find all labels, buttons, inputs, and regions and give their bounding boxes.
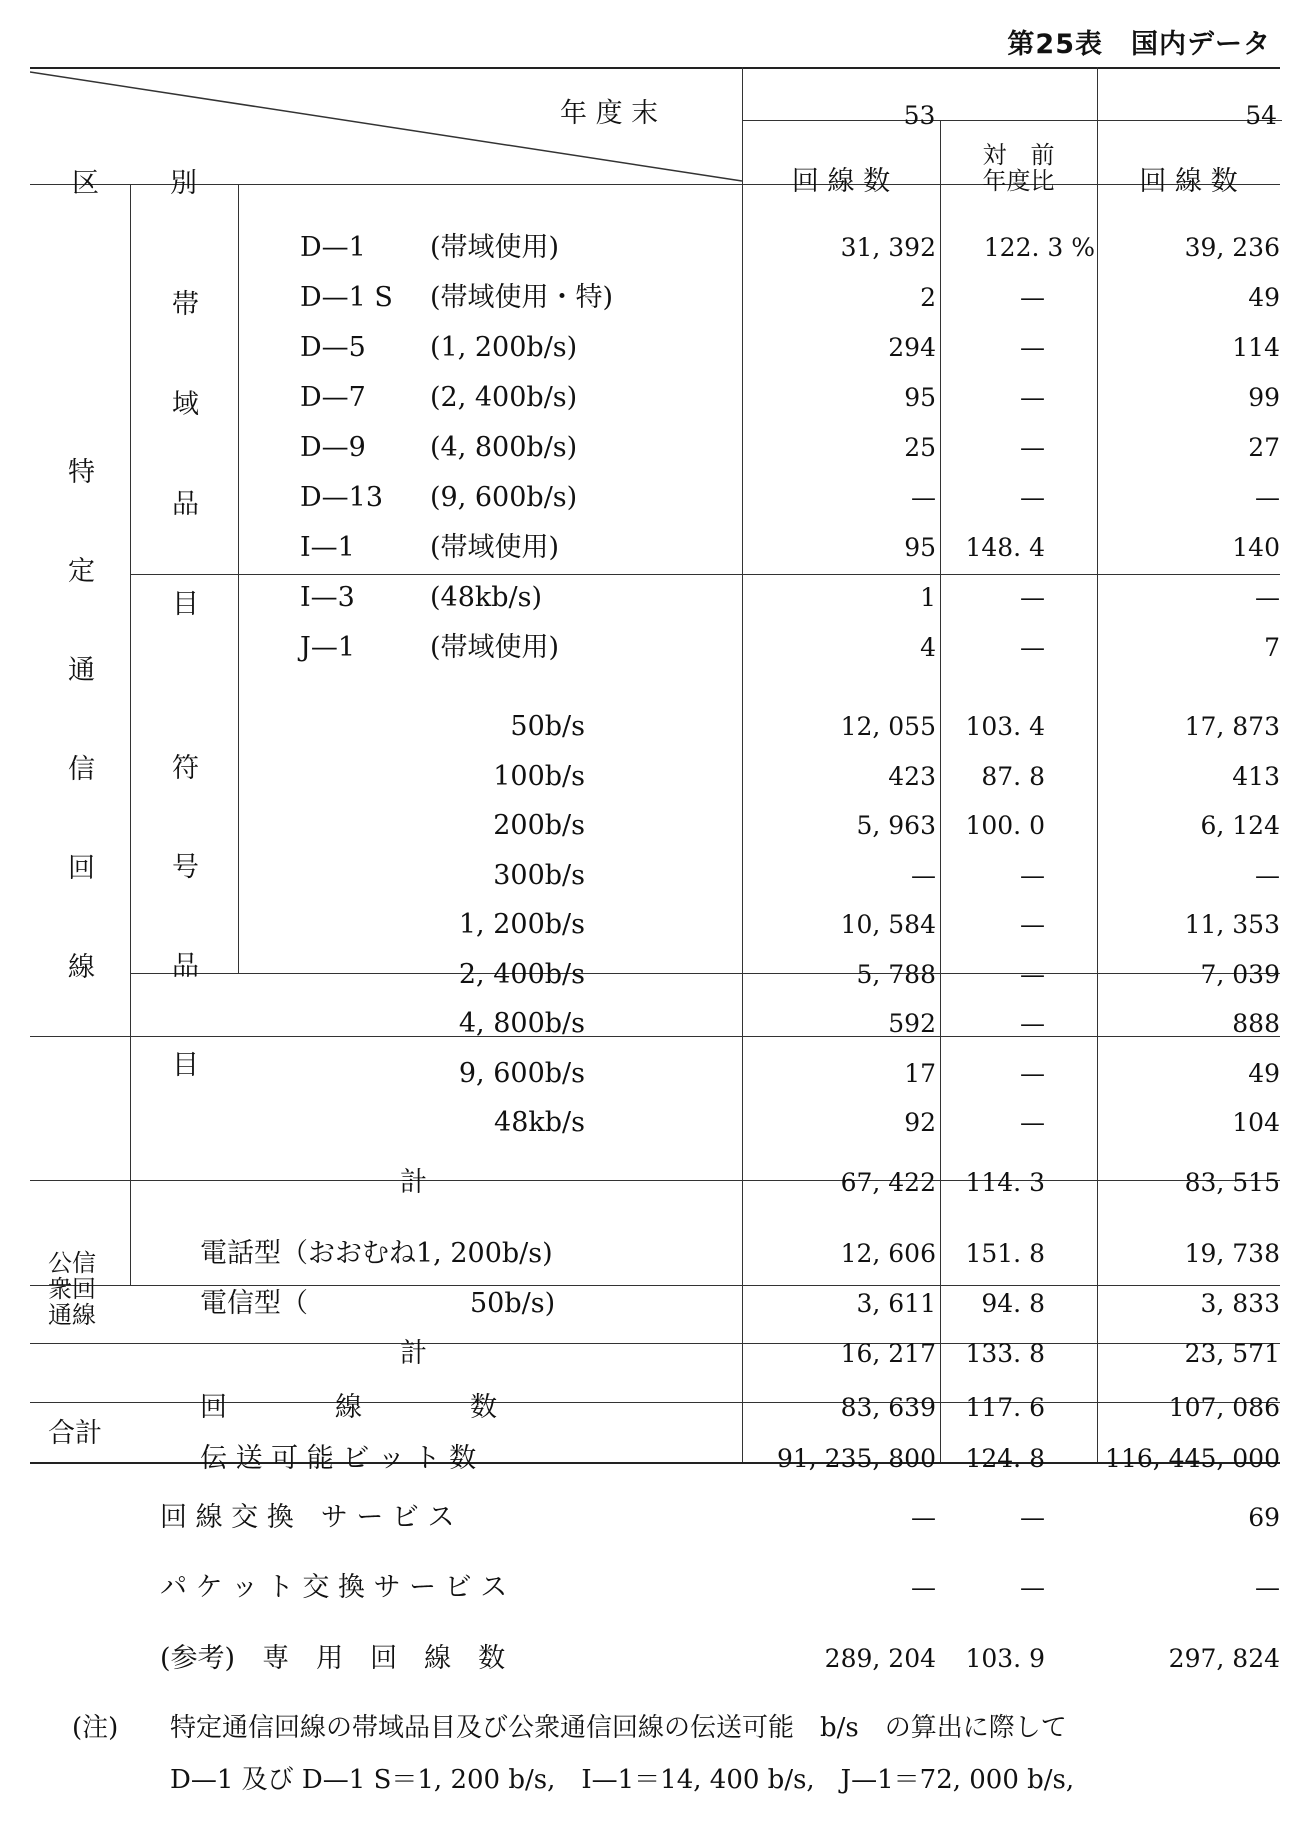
- band-row-53: 25: [904, 433, 936, 462]
- band-row-ratio: —: [1020, 333, 1045, 362]
- kosyu-label-1: 公信: [48, 1249, 96, 1277]
- band-row-54: 140: [1232, 533, 1280, 562]
- code-row-ratio: —: [1020, 1108, 1045, 1137]
- kosyu-row-ratio: 133. 8: [965, 1339, 1045, 1368]
- code-row-desc: 1, 200b/s: [458, 909, 585, 940]
- band-row-54: 114: [1232, 333, 1280, 362]
- code-row-desc: 9, 600b/s: [458, 1057, 585, 1089]
- code-row-53: 423: [888, 761, 936, 791]
- gokei-row-54: 107, 086: [1168, 1393, 1280, 1422]
- rule-col-kosyu: [130, 1036, 131, 1285]
- band-row-code: J—1: [300, 632, 356, 663]
- code-row-53: 5, 788: [856, 959, 936, 989]
- band-row-code: D—1 S: [300, 282, 393, 313]
- code-row-54: 7, 039: [1200, 959, 1280, 989]
- band-row-ratio: —: [1020, 483, 1045, 512]
- tokutei-total-ratio: 114. 3: [965, 1168, 1045, 1197]
- band-label-3: 品: [172, 489, 199, 520]
- code-row-54: 413: [1232, 761, 1280, 791]
- band-row-53: —: [911, 483, 936, 512]
- band-row-desc: (帯域使用): [430, 632, 560, 663]
- band-row-53: 4: [920, 633, 936, 662]
- band-row-54: —: [1255, 483, 1280, 512]
- band-row-desc: (帯域使用): [430, 532, 560, 563]
- band-row-desc: (帯域使用・特): [430, 282, 614, 313]
- band-row-53: 1: [920, 583, 936, 612]
- band-row-54: 7: [1264, 633, 1280, 662]
- header-year-54: 54: [1245, 101, 1277, 130]
- band-row-ratio: —: [1020, 633, 1045, 662]
- circuit-switch-54: 69: [1248, 1503, 1280, 1532]
- band-row-ratio: —: [1020, 583, 1045, 612]
- code-row-desc: 300b/s: [493, 859, 585, 891]
- table-title: [1007, 22, 1271, 61]
- header-col-lines-54: 回 線 数: [1139, 166, 1238, 197]
- code-row-ratio: —: [1020, 959, 1045, 989]
- code-row-ratio: —: [1020, 1009, 1045, 1038]
- packet-switch-label: パ ケ ッ ト 交 換 サ ー ビ ス: [160, 1572, 508, 1603]
- tokutei-total-54: 83, 515: [1184, 1168, 1280, 1197]
- band-row-code: D—7: [300, 382, 366, 413]
- band-row-desc: (1, 200b/s): [430, 332, 578, 363]
- band-row-54: 49: [1248, 283, 1280, 312]
- kosyu-label-2: 衆回: [48, 1275, 96, 1303]
- kosyu-label-3: 通線: [48, 1301, 96, 1329]
- band-row-ratio: 122. 3 %: [983, 233, 1095, 262]
- band-row-54: 39, 236: [1184, 233, 1280, 262]
- code-row-desc: 2, 400b/s: [458, 958, 585, 990]
- band-label-1: 帯: [172, 289, 199, 320]
- rule-gokei-bottom: [30, 1285, 1280, 1286]
- tokutei-label-6: 線: [68, 952, 95, 983]
- tokutei-label-3: 通: [68, 655, 95, 686]
- kosyu-row-54: 19, 738: [1184, 1239, 1280, 1268]
- code-row-53: 92: [904, 1108, 936, 1137]
- code-row-ratio: 103. 4: [965, 712, 1045, 741]
- kosyu-row-53: 16, 217: [840, 1339, 936, 1368]
- code-row-54: 49: [1248, 1058, 1280, 1088]
- kosyu-row-label: 電信型（ 50b/s): [200, 1288, 556, 1319]
- code-row-desc: 4, 800b/s: [458, 1008, 585, 1039]
- band-row-53: 31, 392: [840, 233, 936, 262]
- reference-54: 297, 824: [1168, 1644, 1280, 1673]
- code-row-53: 12, 055: [840, 712, 936, 741]
- gokei-row-label: 伝 送 可 能 ビ ッ ト 数: [200, 1443, 477, 1474]
- gokei-row-ratio: 117. 6: [965, 1393, 1045, 1422]
- packet-switch-53: —: [911, 1573, 936, 1602]
- band-row-desc: (帯域使用): [430, 232, 560, 263]
- gokei-row-54: 116, 445, 000: [1105, 1444, 1280, 1473]
- circuit-switch-label: 回 線 交 換 サ ー ビ ス: [160, 1502, 455, 1533]
- tokutei-label-4: 信: [68, 754, 95, 785]
- rule-kosyu-bottom: [30, 1180, 1280, 1181]
- code-row-54: 6, 124: [1200, 811, 1280, 840]
- header-year-53: 53: [903, 101, 936, 130]
- code-row-54: 104: [1232, 1108, 1280, 1137]
- tokutei-total-53: 67, 422: [840, 1168, 936, 1197]
- tokutei-label-2: 定: [68, 556, 95, 587]
- reference-53: 289, 204: [824, 1644, 936, 1673]
- packet-switch-ratio: —: [1020, 1573, 1045, 1602]
- band-row-54: —: [1255, 583, 1280, 612]
- rule-circuit-bottom: [30, 1343, 1280, 1344]
- header-col-lines-53: 回 線 数: [791, 166, 891, 197]
- header-kubun: 区: [72, 168, 99, 199]
- kosyu-row-53: 3, 611: [856, 1289, 936, 1318]
- rule-col-tokutei: [130, 184, 131, 1036]
- code-row-ratio: —: [1020, 910, 1045, 939]
- code-row-53: 10, 584: [840, 910, 936, 939]
- code-row-53: —: [911, 860, 936, 890]
- rule-col-sub: [238, 184, 239, 974]
- gokei-row-label: 回 線 数: [200, 1392, 497, 1423]
- kosyu-row-label: 計: [400, 1338, 427, 1369]
- note-line-1: 特定通信回線の帯域品目及び公衆通信回線の伝送可能 b/s の算出に際して: [170, 1713, 1067, 1743]
- band-row-54: 27: [1248, 433, 1280, 462]
- kosyu-row-ratio: 94. 8: [981, 1289, 1045, 1318]
- header-betsu: 別: [170, 168, 197, 199]
- header-col-ratio-bottom: 年度比: [982, 167, 1055, 195]
- band-row-53: 294: [888, 333, 936, 362]
- kosyu-row-53: 12, 606: [840, 1239, 936, 1268]
- band-row-code: D—5: [300, 332, 366, 363]
- table-name: 国内データ: [1131, 29, 1271, 60]
- band-row-53: 2: [920, 283, 936, 312]
- band-row-ratio: —: [1020, 433, 1045, 462]
- code-label-1: 符: [172, 753, 199, 784]
- code-row-53: 17: [904, 1058, 936, 1088]
- gokei-row-53: 91, 235, 800: [776, 1444, 936, 1473]
- circuit-switch-ratio: —: [1020, 1503, 1045, 1532]
- band-row-desc: (48kb/s): [430, 582, 543, 613]
- band-row-ratio: —: [1020, 283, 1045, 312]
- kosyu-row-label: 電話型（おおむね1, 200b/s): [200, 1238, 553, 1269]
- band-row-code: I—3: [300, 582, 355, 613]
- band-row-ratio: —: [1020, 383, 1045, 412]
- band-row-53: 95: [904, 533, 936, 562]
- code-row-ratio: —: [1020, 1058, 1045, 1088]
- gokei-row-ratio: 124. 8: [965, 1444, 1045, 1473]
- gokei-label: 合計: [48, 1418, 102, 1449]
- header-col-ratio-top: 対 前: [982, 141, 1055, 169]
- band-row-desc: (9, 600b/s): [430, 482, 578, 513]
- table-number: 第25表: [1007, 29, 1103, 60]
- code-row-53: 592: [888, 1009, 936, 1038]
- tokutei-label-1: 特: [68, 457, 95, 488]
- band-label-2: 域: [172, 389, 199, 420]
- band-row-code: D—9: [300, 432, 366, 463]
- packet-switch-54: —: [1255, 1573, 1280, 1602]
- code-label-4: 目: [172, 1050, 199, 1081]
- code-label-2: 号: [172, 852, 199, 883]
- code-row-53: 5, 963: [856, 811, 936, 840]
- rule-tokutei-bottom: [30, 1036, 1280, 1037]
- note-line-2: D—1 及び D—1 S＝1, 200 b/s, I—1＝14, 400 b/s, J—1＝72, 000 b/s,: [170, 1765, 1075, 1795]
- code-row-desc: 48kb/s: [494, 1107, 585, 1138]
- gokei-row-53: 83, 639: [840, 1393, 936, 1422]
- kosyu-row-54: 3, 833: [1200, 1289, 1280, 1318]
- code-row-ratio: 100. 0: [965, 811, 1045, 840]
- kosyu-row-ratio: 151. 8: [965, 1239, 1045, 1268]
- code-row-ratio: 87. 8: [981, 761, 1045, 791]
- band-row-code: D—13: [300, 482, 384, 513]
- reference-label: (参考) 専 用 回 線 数: [160, 1643, 506, 1674]
- band-row-desc: (4, 800b/s): [430, 432, 578, 463]
- note-mark: (注): [72, 1713, 119, 1743]
- band-row-code: D—1: [300, 232, 366, 263]
- band-row-desc: (2, 400b/s): [430, 382, 578, 413]
- band-row-53: 95: [904, 383, 936, 412]
- code-row-54: 11, 353: [1184, 910, 1280, 939]
- band-row-54: 99: [1248, 383, 1280, 412]
- code-row-ratio: —: [1020, 860, 1045, 890]
- code-row-54: —: [1255, 860, 1280, 890]
- circuit-switch-53: —: [911, 1503, 936, 1532]
- tokutei-label-5: 回: [68, 853, 95, 884]
- code-label-3: 品: [172, 951, 199, 982]
- band-label-4: 目: [172, 589, 199, 620]
- code-row-54: 17, 873: [1184, 712, 1280, 741]
- band-row-code: I—1: [300, 532, 355, 563]
- code-row-desc: 200b/s: [493, 810, 585, 841]
- band-row-ratio: 148. 4: [965, 533, 1045, 562]
- code-row-desc: 50b/s: [510, 711, 585, 742]
- code-row-desc: 100b/s: [493, 760, 585, 792]
- reference-ratio: 103. 9: [965, 1644, 1045, 1673]
- header-year-end: 年 度 末: [560, 98, 659, 129]
- kosyu-row-54: 23, 571: [1184, 1339, 1280, 1368]
- tokutei-total-label: 計: [400, 1167, 427, 1198]
- code-row-54: 888: [1232, 1009, 1280, 1038]
- rule-band-bottom: [130, 574, 1280, 575]
